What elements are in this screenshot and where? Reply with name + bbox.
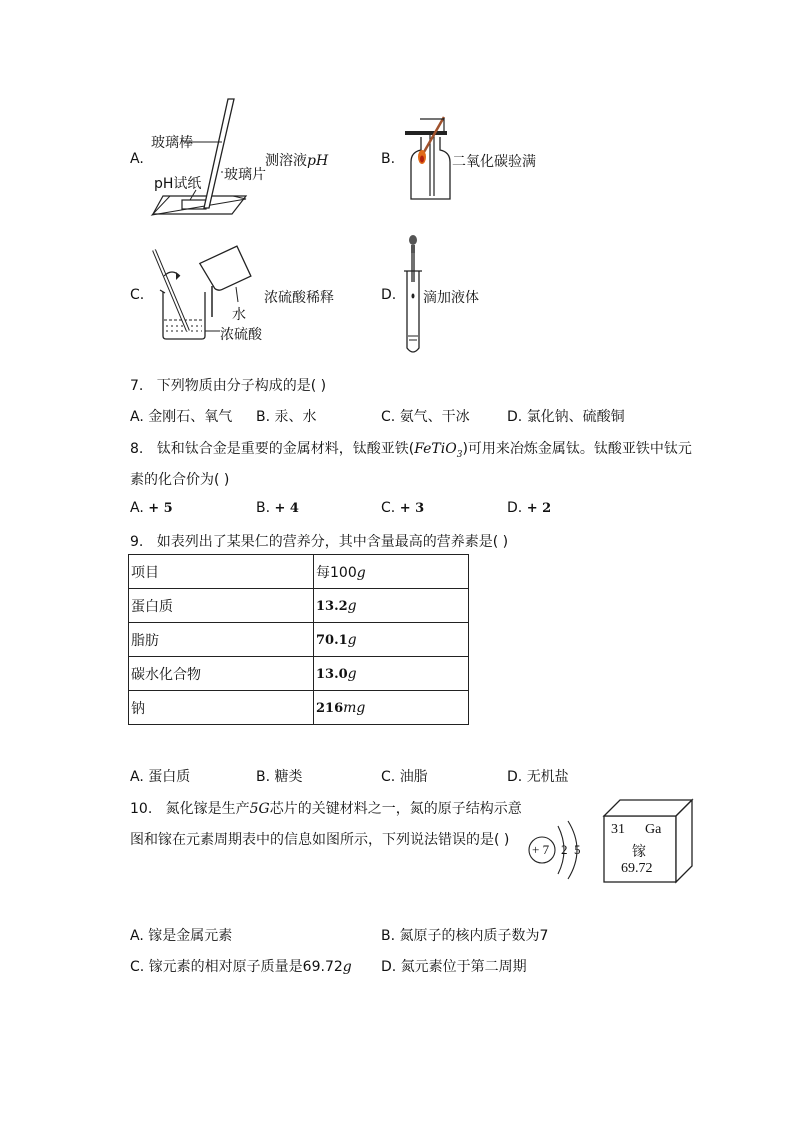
option-d-letter: D. [381,287,397,303]
element-symbol: Ga [645,822,662,837]
table-row [129,623,469,657]
figure-a-ph-test [152,99,246,215]
q10-option-d[interactable]: D. 氮元素位于第二周期 [381,959,527,975]
table-cell-item: 脂肪 [129,623,314,657]
glass-cover [405,131,447,135]
q7-option-a[interactable]: A. 金刚石、氧气 [130,409,233,425]
q10-option-a[interactable]: A. 镓是金属元素 [130,928,233,944]
table-cell-value: 216mg [314,691,469,725]
element-name: 镓 [632,844,646,860]
q10-option-b[interactable]: B. 氮原子的核内质子数为7 [381,928,549,944]
water-label: 水 [232,307,246,323]
table-cell-value: 70.1g [314,623,469,657]
option-b-letter: B. [381,151,396,167]
q7-option-c[interactable]: C. 氨气、干冰 [381,409,470,425]
atom-nucleus-charge: + 7 [532,842,550,857]
beaker [163,292,205,339]
table-cell-item: 钠 [129,691,314,725]
glass-rod [204,99,234,208]
q9-stem: 9. 如表列出了某果仁的营养分，其中含量最高的营养素是( ) [130,534,509,550]
q8-option-c[interactable]: C. + 3 [381,500,425,516]
figure-b-co2-test [405,117,450,199]
atom-shell1-electrons: 2 [561,842,568,857]
q9-option-b[interactable]: B. 糖类 [256,769,303,785]
option-b-caption: 二氧化碳验满 [452,154,536,170]
q9-option-d[interactable]: D. 无机盐 [507,769,569,785]
dropper-bulb [409,235,417,245]
table-row [129,657,469,691]
element-atomic-number: 31 [611,822,625,837]
q9-option-a[interactable]: A. 蛋白质 [130,769,191,785]
pouring-beaker [200,246,251,293]
table-header-value: 每100g [314,555,469,589]
table-cell-value: 13.0g [314,657,469,691]
atom-shell2-electrons: 5 [574,842,581,857]
element-mass: 69.72 [621,861,653,876]
table-cell-item: 碳水化合物 [129,657,314,691]
option-c-caption: 浓硫酸稀释 [264,290,334,306]
q9-option-c[interactable]: C. 油脂 [381,769,428,785]
q7-option-b[interactable]: B. 汞、水 [256,409,317,425]
table-header-item: 项目 [129,555,314,589]
q8-stem-line1: 8. 钛和钛合金是重要的金属材料，钛酸亚铁(FeTiO$_3$)可用来冶炼金属钛。钛酸亚铁中钛元 [130,441,692,460]
table-cell-item: 蛋白质 [129,589,314,623]
table-header-row [129,555,469,589]
q7-option-d[interactable]: D. 氯化钠、硫酸铜 [507,409,625,425]
q10-stem-line1: 10. 氮化镓是生产5G芯片的关键材料之一，氮的原子结构示意 [130,801,522,817]
nutrition-table [128,554,469,725]
option-a-letter: A. [130,151,144,167]
table-row [129,589,469,623]
table-cell-value: 13.2g [314,589,469,623]
option-c-letter: C. [130,287,145,303]
acid-label: 浓硫酸 [220,327,262,343]
ph-paper-label: pH试纸 [154,176,202,192]
figure-d-dropper [404,235,422,352]
option-a-caption: 测溶液pH [265,153,329,169]
glass-plate-label: 玻璃片 [224,167,266,183]
q7-stem: 7. 下列物质由分子构成的是( ) [130,378,327,394]
q10-stem-line2: 图和镓在元素周期表中的信息如图所示，下列说法错误的是( ) [130,832,510,848]
q8-stem-line2: 素的化合价为( ) [130,472,230,488]
q8-option-d[interactable]: D. + 2 [507,500,552,516]
option-d-caption: 滴加液体 [423,290,479,306]
q8-option-a[interactable]: A. + 5 [130,500,173,516]
table-row [129,691,469,725]
q10-option-c[interactable]: C. 镓元素的相对原子质量是69.72g [130,959,352,975]
glass-rod-label: 玻璃棒 [151,135,193,151]
q8-option-b[interactable]: B. + 4 [256,500,299,516]
